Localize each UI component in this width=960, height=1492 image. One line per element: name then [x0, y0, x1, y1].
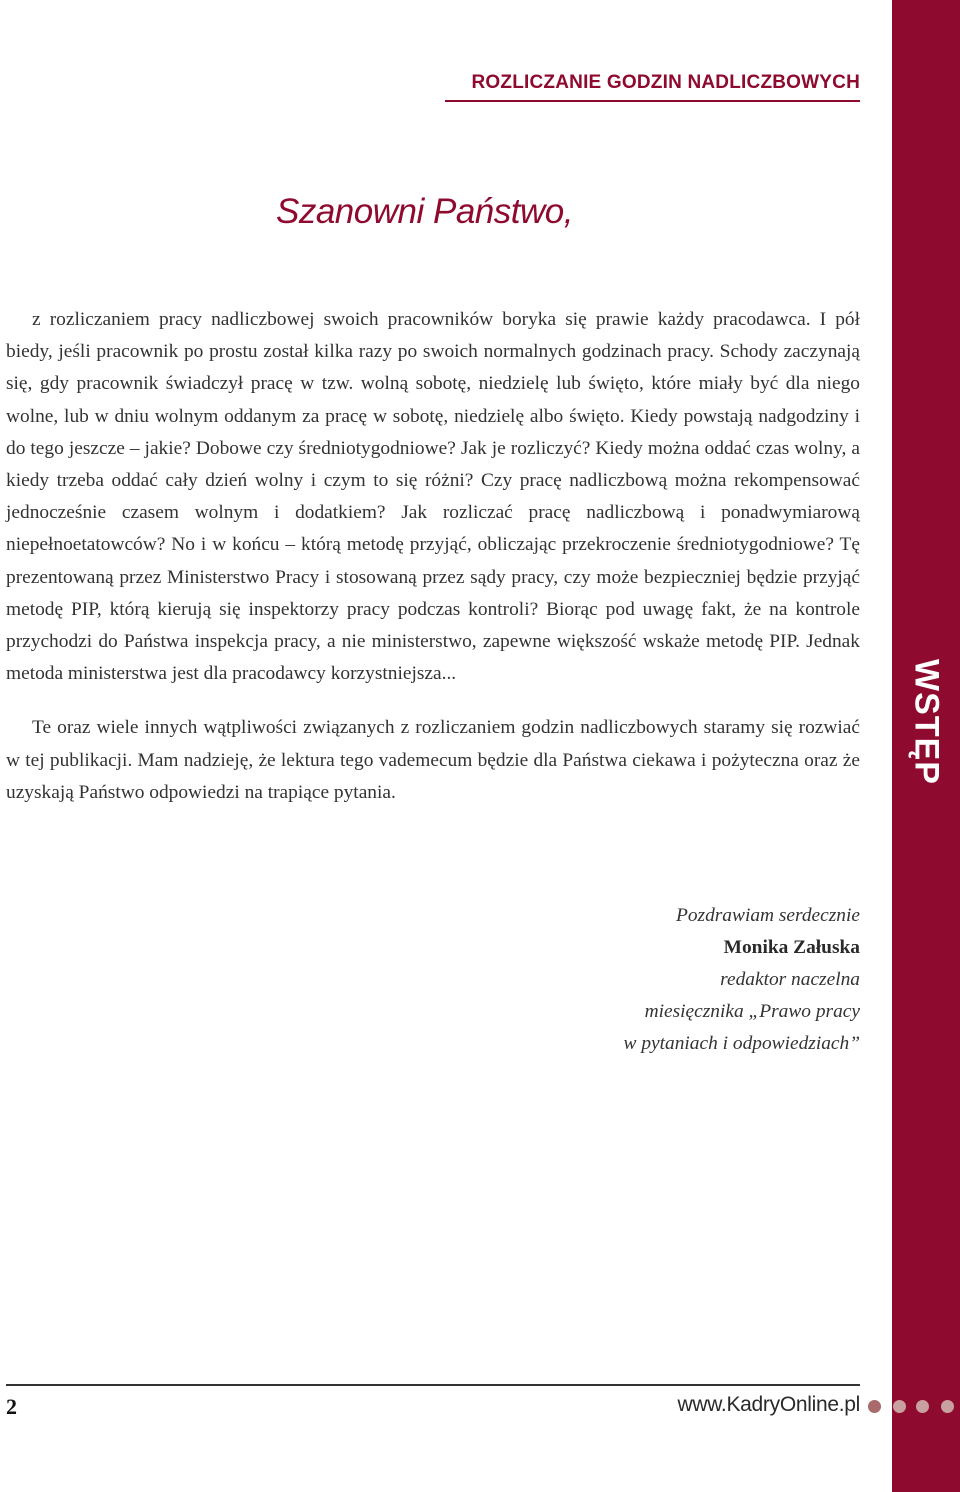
- dot-icon: [941, 1400, 954, 1413]
- signature-role: redaktor naczelna: [720, 969, 860, 990]
- header-rule: [445, 100, 860, 102]
- signature-publication-line2: w pytaniach i odpowiedziach”: [623, 1033, 860, 1054]
- letter-greeting: Szanowni Państwo,: [276, 192, 573, 231]
- website-link[interactable]: www.KadryOnline.pl: [677, 1393, 860, 1416]
- dot-icon: [893, 1400, 906, 1413]
- footer-rule: [6, 1384, 860, 1386]
- body-paragraph: Te oraz wiele innych wątpliwości związanych z rozliczaniem godzin nadliczbowych staramy się rozwiać w tej publikacji. Mam nadzieję, że lektura tego vademecum będzie dla Państwa ciekawa i pożyteczna oraz że uzyskają Państwo odpowiedzi na trapiące pytania.: [6, 717, 860, 803]
- signature-name: Monika Załuska: [723, 937, 860, 958]
- section-tab-label: WSTĘP: [907, 659, 946, 785]
- signature-block: [624, 900, 860, 1060]
- letter-body: [6, 304, 860, 809]
- running-header: ROZLICZANIE GODZIN NADLICZBOWYCH: [471, 72, 860, 93]
- signature-closing: Pozdrawiam serdecznie: [675, 905, 860, 926]
- signature-publication-line1: miesięcznika „Prawo pracy: [644, 1001, 860, 1022]
- dot-icon: [868, 1400, 881, 1413]
- page-number: 2: [6, 1394, 17, 1419]
- dot-icon: [916, 1400, 929, 1413]
- body-paragraph: z rozliczaniem pracy nadliczbowej swoich pracowników boryka się prawie każdy pracodawca. I pół biedy, jeśli pracownik po prostu został kilka razy po swoich normalnych godzinach pracy. Schody zaczynają się, gdy pracownik świadczył pracę w tzw. wolną sobotę, niedzielę lub święto, które miały być dla niego wolne, lub w dniu wolnym oddanym za pracę w sobotę, niedzielę albo święto. Kiedy powstają nadgodziny i do tego jeszcze – jakie? Dobowe czy średniotygodniowe? Jak je rozliczyć? Kiedy można oddać czas wolny, a kiedy trzeba oddać cały dzień wolny i czym to się różni? Czy pracę nadliczbową można rekompensować jednocześnie czasem wolnym i dodatkiem? Jak rozliczać pracę nadliczbową i ponadwymiarową niepełnoetatowców? No i w końcu – którą metodę przyjąć, obliczając przekroczenie średniotygodniowe? Tę prezentowaną przez Ministerstwo Pracy i stosowaną przez sądy pracy, czy może bezpieczniej będzie przyjąć metodę PIP, którą kierują się inspektorzy pracy podczas kontroli? Biorąc pod uwagę fakt, że na kontrole przychodzi do Państwa inspekcja pracy, a nie ministerstwo, zapewne większość wskaże metodę PIP. Jednak metoda ministerstwa jest dla pracodawcy korzystniejsza...: [6, 309, 860, 685]
